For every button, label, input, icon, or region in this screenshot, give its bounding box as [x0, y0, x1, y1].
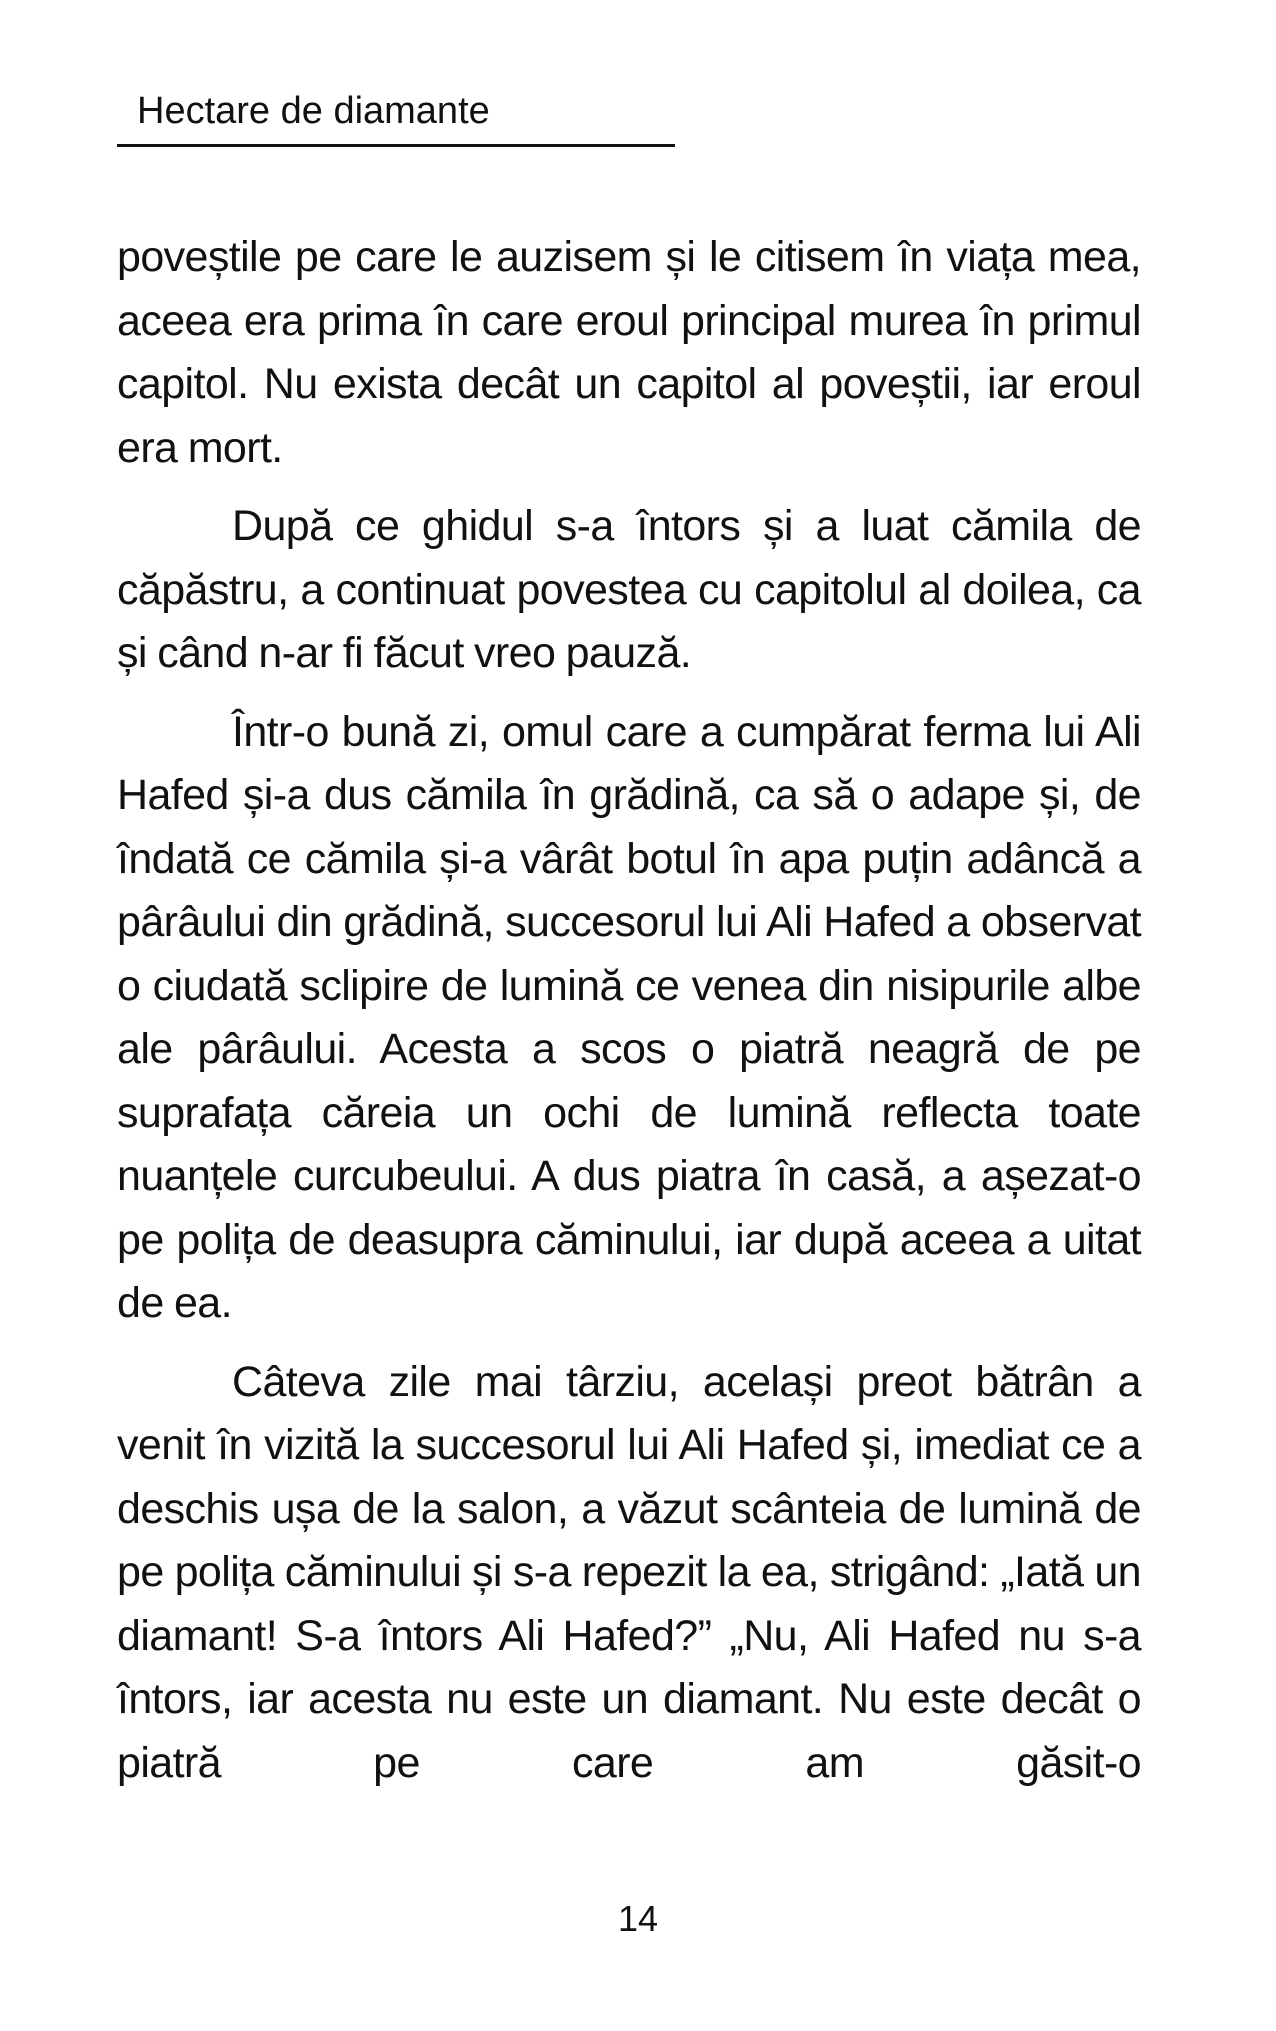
- paragraph-priest: Câteva zile mai târziu, același preot bătrân a venit în vizită la succesorul lui Ali Hafed și, imediat ce a deschis ușa de la salon, a văzut scânteia de lumină de pe polița căminului și s-a repezit la ea, strigând: „Iată un diamant! S-a întors Ali Hafed?” „Nu, Ali Hafed nu s-a întors, iar acesta nu este un diamant. Nu este decât o piatră pe care am găsit-o: [117, 1357, 1141, 1787]
- paragraph-guide: După ce ghidul s-a întors și a luat cămila de căpăstru, a continuat povestea cu capitolul al doilea, ca și când n-ar fi făcut vreo pauză.: [117, 502, 1141, 677]
- paragraph-camel: Într-o bună zi, omul care a cumpărat ferma lui Ali Hafed și-a dus cămila în grădină, ca să o adape și, de îndată ce cămila și-a vârât botul în apa puțin adâncă a pârâului din grădină, succesorul lui Ali Hafed a observat o ciudată sclipire de lumină ce venea din nisipurile albe ale pârâului. Acesta a scos o piatră neagră de pe suprafața căreia un ochi de lumină reflecta toate nuanțele curcubeului. A dus piatra în casă, a așezat-o pe polița de deasupra căminului, iar după aceea a uitat de ea.: [117, 707, 1141, 1327]
- running-header-title: Hectare de diamante: [137, 90, 490, 132]
- page-number: 14: [617, 1898, 659, 1939]
- paragraph-continuation: poveștile pe care le auzisem și le citisem în viața mea, aceea era prima în care eroul principal murea în primul capitol. Nu exista decât un capitol al poveștii, iar eroul era mort.: [117, 233, 1141, 472]
- header-rule: [117, 144, 675, 147]
- body-text: [117, 226, 1141, 1810]
